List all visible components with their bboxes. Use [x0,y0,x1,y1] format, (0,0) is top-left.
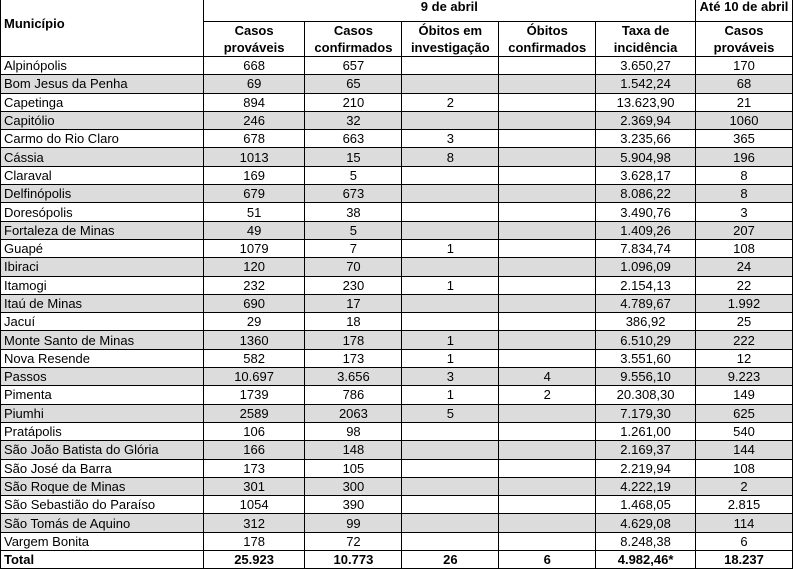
cell-casos-provaveis: 232 [203,276,305,294]
table-row [1,496,793,514]
cell-municipio: Delfinópolis [1,185,204,203]
cell-casos-provaveis: 668 [203,57,305,75]
cell-taxa-incidencia: 386,92 [596,313,696,331]
table-row [1,148,793,166]
cell-obitos-investigacao: 1 [402,239,499,257]
cell-municipio: Passos [1,368,204,386]
total-label: Total [1,551,204,569]
cell-taxa-incidencia: 3.551,60 [596,349,696,367]
cell-taxa-incidencia: 2.369,94 [596,111,696,129]
table-row [1,111,793,129]
cell-obitos-confirmados [499,57,596,75]
cell-obitos-confirmados [499,441,596,459]
cell-municipio: Vargem Bonita [1,532,204,550]
cell-casos-confirmados: 173 [305,349,402,367]
cell-casos-provaveis: 29 [203,313,305,331]
cell-casos-confirmados: 5 [305,166,402,184]
cell-casos-provaveis-10-abril: 144 [695,441,792,459]
table-row [1,294,793,312]
cell-municipio: Fortaleza de Minas [1,221,204,239]
cell-casos-provaveis: 678 [203,130,305,148]
cell-obitos-confirmados [499,221,596,239]
cell-taxa-incidencia: 2.169,37 [596,441,696,459]
cell-obitos-investigacao [402,532,499,550]
cell-obitos-investigacao: 1 [402,276,499,294]
cell-obitos-investigacao [402,459,499,477]
cell-obitos-confirmados [499,496,596,514]
cell-casos-confirmados: 98 [305,422,402,440]
cell-municipio: São João Batista do Glória [1,441,204,459]
header-casos-confirmados: Casos confirmados [305,22,402,57]
header-municipio: Município [1,0,204,57]
header-casos-provaveis: Casos prováveis [203,22,305,57]
table-row [1,276,793,294]
cell-obitos-investigacao [402,313,499,331]
cell-obitos-investigacao [402,514,499,532]
table-row [1,130,793,148]
cell-obitos-investigacao: 3 [402,368,499,386]
total-casos-provaveis: 25.923 [203,551,305,569]
cell-casos-confirmados: 2063 [305,404,402,422]
cell-obitos-confirmados [499,239,596,257]
cell-casos-provaveis: 1360 [203,331,305,349]
cell-casos-provaveis: 894 [203,93,305,111]
cell-obitos-investigacao [402,258,499,276]
cell-taxa-incidencia: 13.623,90 [596,93,696,111]
table-row [1,368,793,386]
cell-casos-confirmados: 105 [305,459,402,477]
cell-municipio: Monte Santo de Minas [1,331,204,349]
cell-obitos-investigacao: 8 [402,148,499,166]
cell-taxa-incidencia: 3.628,17 [596,166,696,184]
cell-casos-provaveis: 166 [203,441,305,459]
cell-casos-provaveis: 106 [203,422,305,440]
cell-obitos-investigacao: 3 [402,130,499,148]
total-row [1,551,793,569]
table-row [1,75,793,93]
table-row [1,93,793,111]
cell-casos-provaveis: 582 [203,349,305,367]
cell-obitos-confirmados [499,148,596,166]
cell-obitos-confirmados [499,477,596,495]
cell-obitos-investigacao [402,294,499,312]
cell-obitos-investigacao [402,496,499,514]
table-row [1,514,793,532]
cell-obitos-confirmados [499,185,596,203]
cell-municipio: Bom Jesus da Penha [1,75,204,93]
cell-casos-provaveis-10-abril: 625 [695,404,792,422]
cell-casos-confirmados: 15 [305,148,402,166]
header-right-group: Até 10 de abril [695,0,792,22]
cell-obitos-confirmados [499,294,596,312]
cell-casos-provaveis-10-abril: 68 [695,75,792,93]
cell-casos-provaveis-10-abril: 8 [695,185,792,203]
cell-taxa-incidencia: 2.219,94 [596,459,696,477]
table-row [1,57,793,75]
cell-municipio: Itamogi [1,276,204,294]
cell-municipio: Capitólio [1,111,204,129]
cell-casos-provaveis-10-abril: 114 [695,514,792,532]
cell-casos-confirmados: 72 [305,532,402,550]
table-row [1,477,793,495]
cell-municipio: Doresópolis [1,203,204,221]
cell-obitos-investigacao [402,111,499,129]
cell-taxa-incidencia: 1.542,24 [596,75,696,93]
cell-municipio: Nova Resende [1,349,204,367]
cell-taxa-incidencia: 3.235,66 [596,130,696,148]
cell-casos-provaveis: 173 [203,459,305,477]
cell-municipio: Jacuí [1,313,204,331]
cell-taxa-incidencia: 6.510,29 [596,331,696,349]
cell-casos-provaveis-10-abril: 9.223 [695,368,792,386]
cell-casos-confirmados: 210 [305,93,402,111]
cell-casos-provaveis-10-abril: 2.815 [695,496,792,514]
cell-municipio: São Tomás de Aquino [1,514,204,532]
cell-casos-provaveis: 1079 [203,239,305,257]
table-row [1,331,793,349]
cell-casos-provaveis: 690 [203,294,305,312]
cell-obitos-investigacao [402,57,499,75]
total-casos-provaveis-10-abril: 18.237 [695,551,792,569]
cell-casos-confirmados: 5 [305,221,402,239]
cell-casos-confirmados: 673 [305,185,402,203]
cell-obitos-confirmados [499,166,596,184]
cell-obitos-confirmados [499,111,596,129]
cell-obitos-confirmados [499,130,596,148]
table-row [1,221,793,239]
cell-obitos-confirmados [499,532,596,550]
cell-casos-confirmados: 300 [305,477,402,495]
cell-casos-confirmados: 17 [305,294,402,312]
cell-municipio: Claraval [1,166,204,184]
cell-taxa-incidencia: 20.308,30 [596,386,696,404]
total-obitos-investigacao: 26 [402,551,499,569]
cell-taxa-incidencia: 7.834,74 [596,239,696,257]
cell-taxa-incidencia: 1.409,26 [596,221,696,239]
cell-casos-provaveis-10-abril: 1.992 [695,294,792,312]
cell-casos-confirmados: 7 [305,239,402,257]
header-obitos-confirmados: Óbitos confirmados [499,22,596,57]
table-row [1,185,793,203]
header-casos-provaveis-10-abril: Casos prováveis [695,22,792,57]
cell-obitos-confirmados [499,459,596,477]
cell-obitos-investigacao: 5 [402,404,499,422]
table-row [1,239,793,257]
cell-obitos-confirmados [499,331,596,349]
cell-obitos-investigacao [402,203,499,221]
table-row [1,313,793,331]
cell-municipio: Cássia [1,148,204,166]
cell-casos-provaveis-10-abril: 365 [695,130,792,148]
table-row [1,258,793,276]
cell-taxa-incidencia: 1.261,00 [596,422,696,440]
cell-casos-provaveis-10-abril: 25 [695,313,792,331]
cell-casos-confirmados: 390 [305,496,402,514]
table-row [1,203,793,221]
cell-obitos-confirmados [499,258,596,276]
table-row [1,386,793,404]
cell-obitos-investigacao [402,477,499,495]
cell-casos-provaveis: 49 [203,221,305,239]
cell-casos-provaveis: 1054 [203,496,305,514]
cell-taxa-incidencia: 3.490,76 [596,203,696,221]
total-casos-confirmados: 10.773 [305,551,402,569]
cell-casos-confirmados: 148 [305,441,402,459]
table-row [1,441,793,459]
cell-obitos-investigacao: 1 [402,349,499,367]
cell-taxa-incidencia: 4.222,19 [596,477,696,495]
cell-casos-provaveis-10-abril: 222 [695,331,792,349]
cell-obitos-investigacao [402,422,499,440]
cell-casos-provaveis-10-abril: 24 [695,258,792,276]
cell-taxa-incidencia: 9.556,10 [596,368,696,386]
cell-casos-confirmados: 70 [305,258,402,276]
cell-municipio: Guapé [1,239,204,257]
cell-casos-provaveis-10-abril: 108 [695,459,792,477]
cell-casos-provaveis: 10.697 [203,368,305,386]
cell-taxa-incidencia: 8.086,22 [596,185,696,203]
table-row [1,459,793,477]
cell-casos-provaveis-10-abril: 540 [695,422,792,440]
cell-casos-provaveis-10-abril: 22 [695,276,792,294]
cell-casos-provaveis-10-abril: 108 [695,239,792,257]
cell-municipio: Carmo do Rio Claro [1,130,204,148]
cell-casos-provaveis: 120 [203,258,305,276]
cell-obitos-investigacao [402,185,499,203]
table-row [1,422,793,440]
cell-casos-provaveis: 69 [203,75,305,93]
cell-casos-confirmados: 230 [305,276,402,294]
cell-obitos-investigacao: 1 [402,386,499,404]
cell-casos-provaveis: 301 [203,477,305,495]
cell-obitos-confirmados [499,276,596,294]
cell-obitos-investigacao [402,75,499,93]
cell-casos-confirmados: 65 [305,75,402,93]
cell-obitos-confirmados [499,422,596,440]
cell-obitos-confirmados [499,514,596,532]
cell-casos-provaveis-10-abril: 207 [695,221,792,239]
cell-casos-provaveis: 246 [203,111,305,129]
header-group-date: 9 de abril [203,0,695,22]
cell-casos-confirmados: 178 [305,331,402,349]
cell-casos-provaveis-10-abril: 1060 [695,111,792,129]
cell-casos-provaveis: 679 [203,185,305,203]
cell-casos-provaveis-10-abril: 12 [695,349,792,367]
cell-casos-confirmados: 18 [305,313,402,331]
cell-municipio: São Roque de Minas [1,477,204,495]
cell-obitos-confirmados [499,203,596,221]
cell-municipio: São José da Barra [1,459,204,477]
cell-obitos-investigacao [402,166,499,184]
cell-casos-provaveis: 1739 [203,386,305,404]
cell-casos-provaveis: 2589 [203,404,305,422]
cell-casos-provaveis-10-abril: 21 [695,93,792,111]
cell-taxa-incidencia: 1.096,09 [596,258,696,276]
cell-taxa-incidencia: 4.629,08 [596,514,696,532]
cell-casos-provaveis: 178 [203,532,305,550]
cell-casos-confirmados: 663 [305,130,402,148]
cell-municipio: Itaú de Minas [1,294,204,312]
cell-obitos-investigacao: 2 [402,93,499,111]
cell-municipio: Ibiraci [1,258,204,276]
cell-obitos-investigacao [402,441,499,459]
cell-taxa-incidencia: 5.904,98 [596,148,696,166]
total-obitos-confirmados: 6 [499,551,596,569]
cell-municipio: Alpinópolis [1,57,204,75]
table-body [1,57,793,551]
cell-casos-provaveis: 1013 [203,148,305,166]
cell-taxa-incidencia: 7.179,30 [596,404,696,422]
cell-obitos-confirmados [499,313,596,331]
cell-casos-provaveis: 169 [203,166,305,184]
cell-casos-provaveis-10-abril: 3 [695,203,792,221]
table-row [1,404,793,422]
cell-casos-confirmados: 786 [305,386,402,404]
cell-obitos-investigacao [402,221,499,239]
cell-municipio: Pratápolis [1,422,204,440]
cell-casos-provaveis-10-abril: 196 [695,148,792,166]
total-taxa-incidencia: 4.982,46* [596,551,696,569]
cell-casos-provaveis-10-abril: 2 [695,477,792,495]
cell-casos-confirmados: 3.656 [305,368,402,386]
cell-taxa-incidencia: 3.650,27 [596,57,696,75]
cell-municipio: Capetinga [1,93,204,111]
cell-obitos-confirmados [499,349,596,367]
cell-taxa-incidencia: 4.789,67 [596,294,696,312]
table-row [1,532,793,550]
cell-municipio: Pimenta [1,386,204,404]
table-row [1,349,793,367]
cell-obitos-confirmados [499,75,596,93]
cell-casos-confirmados: 32 [305,111,402,129]
cell-taxa-incidencia: 1.468,05 [596,496,696,514]
header-obitos-investigacao: Óbitos em investigação [402,22,499,57]
cell-taxa-incidencia: 8.248,38 [596,532,696,550]
cell-obitos-confirmados [499,93,596,111]
cell-taxa-incidencia: 2.154,13 [596,276,696,294]
cell-municipio: São Sebastião do Paraíso [1,496,204,514]
cell-obitos-confirmados: 2 [499,386,596,404]
cell-casos-provaveis-10-abril: 170 [695,57,792,75]
header-taxa-incidencia: Taxa de incidência [596,22,696,57]
cell-casos-provaveis: 51 [203,203,305,221]
cell-casos-provaveis: 312 [203,514,305,532]
cell-obitos-confirmados: 4 [499,368,596,386]
cell-casos-provaveis-10-abril: 149 [695,386,792,404]
cell-casos-confirmados: 657 [305,57,402,75]
cell-municipio: Piumhi [1,404,204,422]
cell-casos-confirmados: 38 [305,203,402,221]
cell-casos-provaveis-10-abril: 6 [695,532,792,550]
cell-obitos-investigacao: 1 [402,331,499,349]
table-row [1,166,793,184]
cell-obitos-confirmados [499,404,596,422]
cell-casos-confirmados: 99 [305,514,402,532]
cell-casos-provaveis-10-abril: 8 [695,166,792,184]
